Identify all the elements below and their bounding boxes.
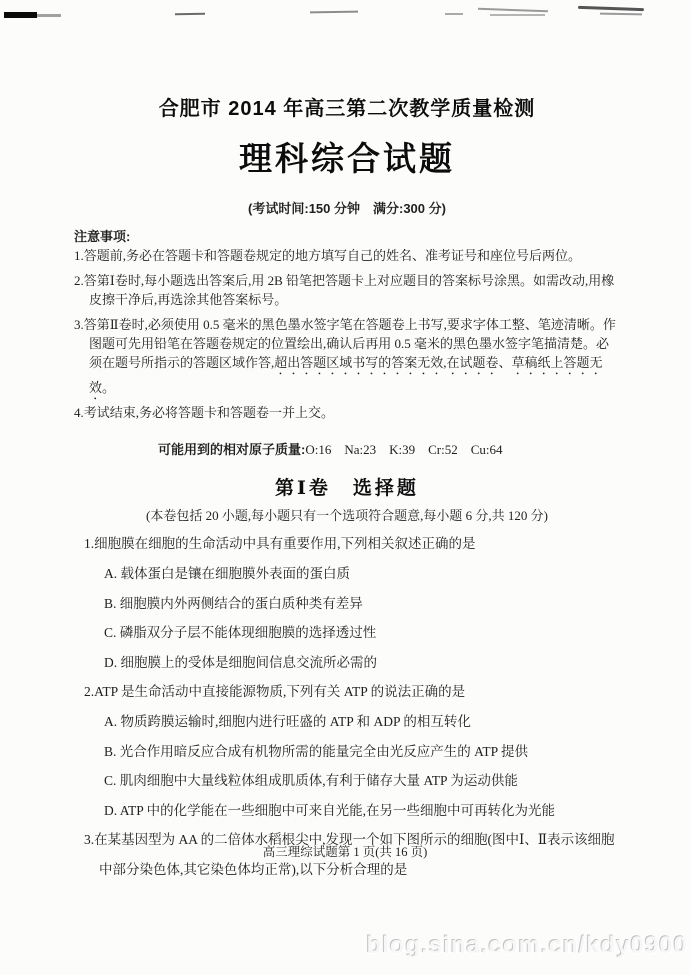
option-b: B. 细胞膜内外两侧结合的蛋白质种类有差异 [104,595,363,611]
question-number: 2. [84,684,95,699]
question-number: 1. [84,536,95,551]
question-list [84,529,620,885]
option-d: D. ATP 中的化学能在一些细胞中可来自光能,在另一些细胞中可再转化为光能 [104,802,556,818]
notice-item-text: 4.考试结束,务必将答题卡和答题卷一并上交。 [74,405,335,420]
atomic-mass-values: O:16 Na:23 K:39 Cr:52 Cu:64 [305,442,503,457]
option-b: B. 光合作用暗反应合成有机物所需的能量完全由光反应产生的 ATP 提供 [104,743,529,759]
notice-item-emphasis: 超出答题区域书写的答案无效,在试题卷、草稿纸上答题无效。 [89,355,603,395]
notice-item-2 [74,271,620,315]
option-d: D. 细胞膜上的受体是细胞间信息交流所必需的 [104,654,377,670]
notice-item-text: 3.答第Ⅱ卷时,必须使用 0.5 毫米的黑色墨水签字笔在答题卷上书写,要求字体工整、笔迹清晰。作图题可先用铅笔在答题卷规定的位置绘出,确认后再用 0.5 毫米的黑色墨水签字笔描清楚。必须在题号所指示的答题区域作答, [74,317,616,370]
notice-item-4 [74,403,620,428]
atomic-mass-label: 可能用到的相对原子质量: [158,442,306,457]
notice-heading: 注意事项: [74,229,131,244]
atomic-mass-line [158,440,620,459]
option-c: C. 磷脂双分子层不能体现细胞膜的选择透过性 [104,625,377,640]
question-stem [84,677,620,707]
question-2 [84,677,620,825]
notice-item-3 [74,315,620,403]
option-a: A. 载体蛋白是镶在细胞膜外表面的蛋白质 [104,566,350,581]
page-footer: 高三理综试题第 1 页(共 16 页) [262,845,428,859]
section-1-title: 第Ⅰ卷 选择题 [275,478,419,499]
option-c: C. 肌肉细胞中大量线粒体组成肌质体,有利于储存大量 ATP 为运动供能 [104,773,518,788]
notice-section [74,227,620,428]
watermark-text: blog.sina.com.cn/kdy0900 [366,932,688,959]
question-number: 3. [84,832,95,847]
exam-title: 合肥市 2014 年高三第二次教学质量检测 [158,98,536,120]
question-1 [84,529,620,677]
question-stem [84,529,620,559]
notice-item-text: 2.答第Ⅰ卷时,每小题选出答案后,用 2B 铅笔把答题卡上对应题目的答案标号涂黑。如需改动,用橡皮擦干净后,再选涂其他答案标号。 [74,273,615,307]
paper-title: 理科综合试题 [239,142,455,178]
exam-time-score: (考试时间:150 分钟 满分:300 分) [248,201,446,216]
question-text: ATP 是生命活动中直接能源物质,下列有关 ATP 的说法正确的是 [94,684,466,699]
question-text: 细胞膜在细胞的生命活动中具有重要作用,下列相关叙述正确的是 [94,536,476,551]
option-a: A. 物质跨膜运输时,细胞内进行旺盛的 ATP 和 ADP 的相互转化 [104,714,471,729]
section-1-note: (本卷包括 20 小题,每小题只有一个选项符合题意,每小题 6 分,共 120 分) [146,508,548,523]
notice-item-text: 1.答题前,务必在答题卡和答题卷规定的地方填写自己的姓名、准考证号和座位号后两位。 [74,248,582,263]
notice-item-1 [74,246,620,271]
question-text: 在某基因型为 AA 的二倍体水稻根尖中,发现一个如下图所示的细胞(图中Ⅰ、Ⅱ表示该细胞中部分染色体,其它染色体均正常),以下分析合理的是 [94,832,615,877]
